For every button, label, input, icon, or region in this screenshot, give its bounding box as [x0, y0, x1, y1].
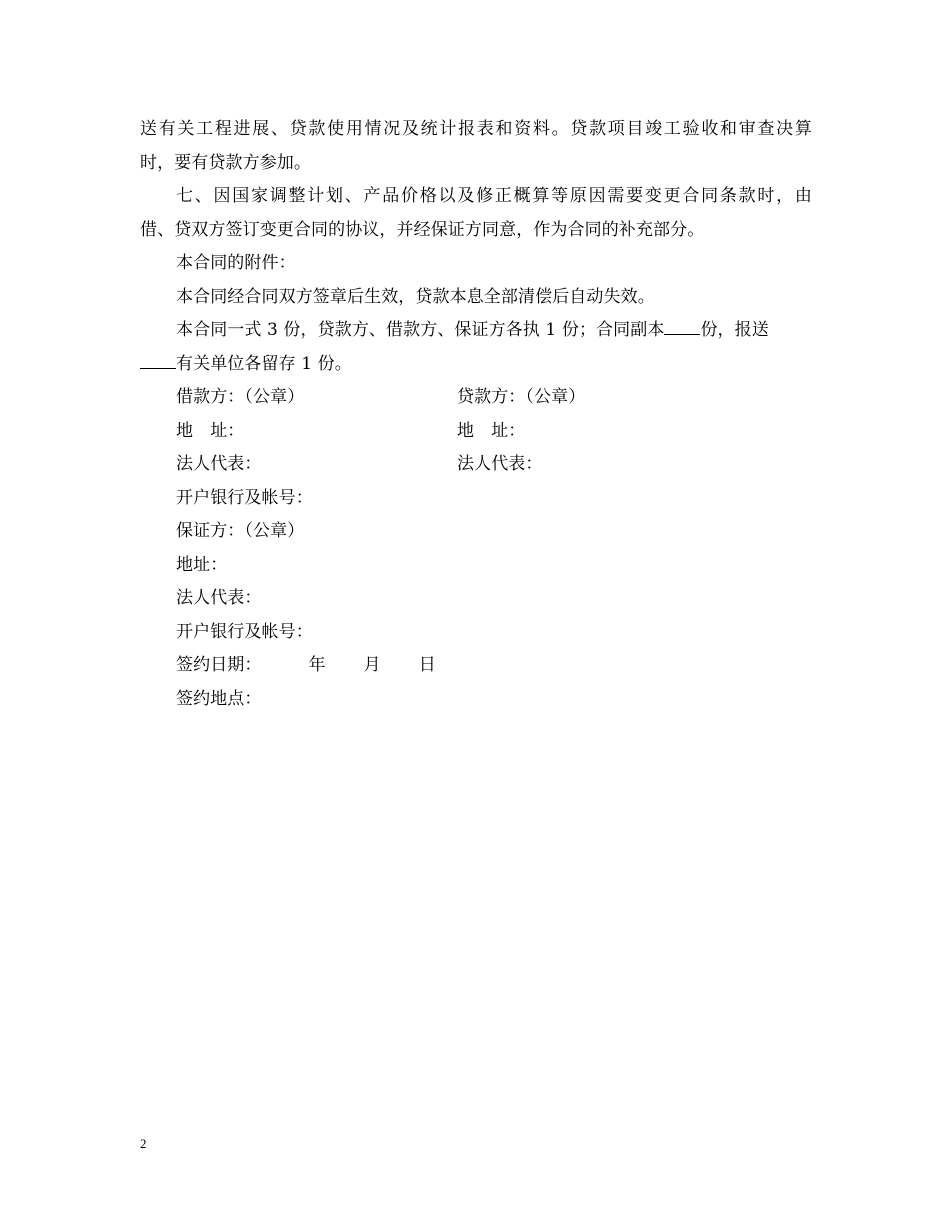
- lender-rep: 法人代表：: [457, 454, 543, 474]
- copies-clause-part: 份，报送: [700, 320, 769, 340]
- paragraph-line: 七、因国家调整计划、产品价格以及修正概算等原因需要变更合同条款时，由: [176, 186, 812, 206]
- paragraph-line: 时，要有贷款方参加。: [140, 152, 311, 173]
- units-blank: [140, 354, 176, 369]
- effectiveness-clause: 本合同经合同双方签章后生效，贷款本息全部清偿后自动失效。: [176, 286, 655, 307]
- sign-place: 签约地点：: [176, 688, 262, 709]
- guarantor-rep: 法人代表：: [176, 588, 262, 608]
- page-number: 2: [140, 1136, 147, 1151]
- borrower-bank: 开户银行及帐号：: [176, 487, 313, 508]
- guarantor-label: 保证方：（公章）: [176, 521, 305, 541]
- lender-address: 地 址：: [457, 420, 526, 441]
- sign-date-day: 日: [418, 655, 436, 675]
- guarantor-bank: 开户银行及帐号：: [176, 621, 313, 642]
- copies-blank: [664, 320, 700, 335]
- signature-row: [140, 415, 812, 449]
- borrower-rep: 法人代表：: [176, 454, 262, 474]
- sign-date-row: [140, 649, 812, 683]
- copies-clause-line1: [140, 314, 812, 348]
- lender-label: 贷款方：（公章）: [457, 387, 586, 407]
- copies-clause-part: 本合同一式 3 份，贷款方、借款方、保证方各执 1 份；合同副本: [176, 320, 665, 340]
- paragraph-line: 送有关工程进展、贷款使用情况及统计报表和资料。贷款项目竣工验收和审查决算: [140, 119, 812, 139]
- sign-date-label: 签约日期：: [176, 655, 262, 675]
- paragraph-line: 借、贷双方签订变更合同的协议，并经保证方同意，作为合同的补充部分。: [140, 219, 705, 240]
- sign-date-year: 年: [308, 655, 326, 675]
- borrower-label: 借款方：（公章）: [176, 387, 305, 407]
- borrower-address: 地 址：: [176, 420, 245, 441]
- guarantor-address: 地址：: [176, 554, 228, 575]
- copies-clause-text: [176, 314, 769, 348]
- attachment-heading: 本合同的附件：: [176, 253, 296, 273]
- copies-clause-line2: [140, 348, 812, 382]
- sign-date-month: 月: [363, 655, 381, 675]
- signature-row: [140, 448, 812, 482]
- signature-row: [140, 381, 812, 415]
- contract-body: [140, 113, 812, 716]
- copies-clause-part: 有关单位各留存 1 份。: [176, 353, 352, 374]
